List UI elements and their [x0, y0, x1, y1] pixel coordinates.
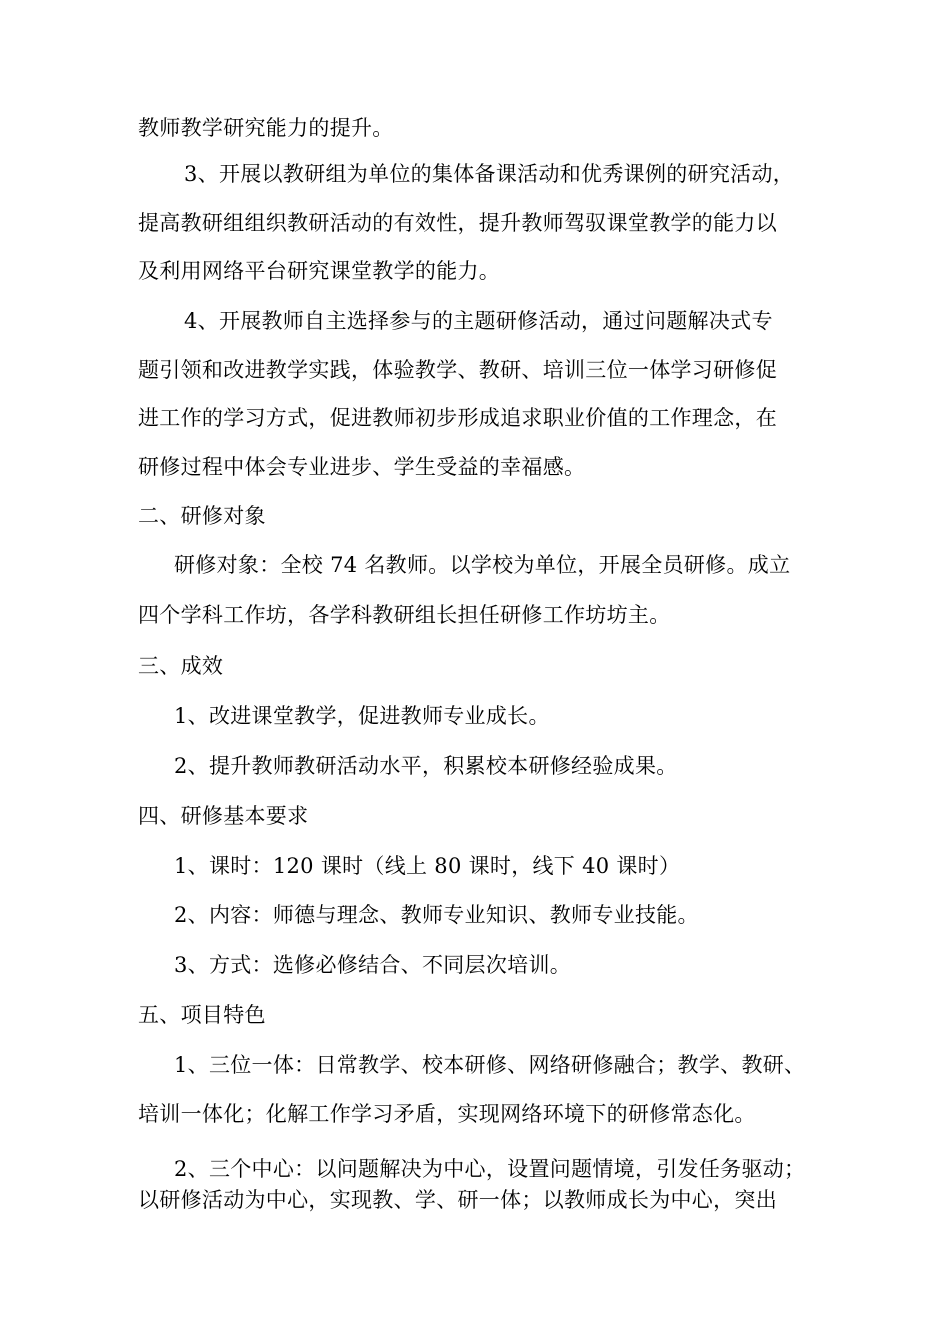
text-line: 1、三位一体：日常教学、校本研修、网络研修融合；教学、教研、	[174, 1053, 806, 1077]
text-line: 研修对象：全校 74 名教师。以学校为单位，开展全员研修。成立	[174, 553, 791, 577]
text-line: 培训一体化；化解工作学习矛盾，实现网络环境下的研修常态化。	[138, 1102, 756, 1126]
text-line: 1、改进课堂教学，促进教师专业成长。	[174, 704, 550, 728]
text-line: 以研修活动为中心，实现教、学、研一体；以教师成长为中心，突出	[138, 1188, 777, 1212]
text-line: 教师教学研究能力的提升。	[138, 116, 394, 140]
text-line: 2、内容：师德与理念、教师专业知识、教师专业技能。	[174, 903, 699, 927]
text-line: 3、开展以教研组为单位的集体备课活动和优秀课例的研究活动，	[184, 162, 795, 186]
text-line: 4、开展教师自主选择参与的主题研修活动，通过问题解决式专	[184, 309, 773, 333]
section-heading: 三、成效	[138, 654, 224, 678]
text-line: 进工作的学习方式，促进教师初步形成追求职业价值的工作理念，在	[138, 406, 777, 430]
text-line: 3、方式：选修必修结合、不同层次培训。	[174, 953, 572, 977]
text-line: 1、课时：120 课时（线上 80 课时，线下 40 课时）	[174, 854, 681, 878]
text-line: 题引领和改进教学实践，体验教学、教研、培训三位一体学习研修促	[138, 358, 777, 382]
text-line: 及利用网络平台研究课堂教学的能力。	[138, 259, 501, 283]
text-line: 提高教研组组织教研活动的有效性，提升教师驾驭课堂教学的能力以	[138, 211, 777, 235]
text-line: 四个学科工作坊，各学科教研组长担任研修工作坊坊主。	[138, 603, 671, 627]
text-line: 2、提升教师教研活动水平，积累校本研修经验成果。	[174, 754, 678, 778]
section-heading: 二、研修对象	[138, 504, 266, 528]
text-line: 2、三个中心：以问题解决为中心，设置问题情境，引发任务驱动；	[174, 1157, 806, 1181]
section-heading: 五、项目特色	[138, 1003, 266, 1027]
text-line: 研修过程中体会专业进步、学生受益的幸福感。	[138, 455, 586, 479]
section-heading: 四、研修基本要求	[138, 804, 309, 828]
